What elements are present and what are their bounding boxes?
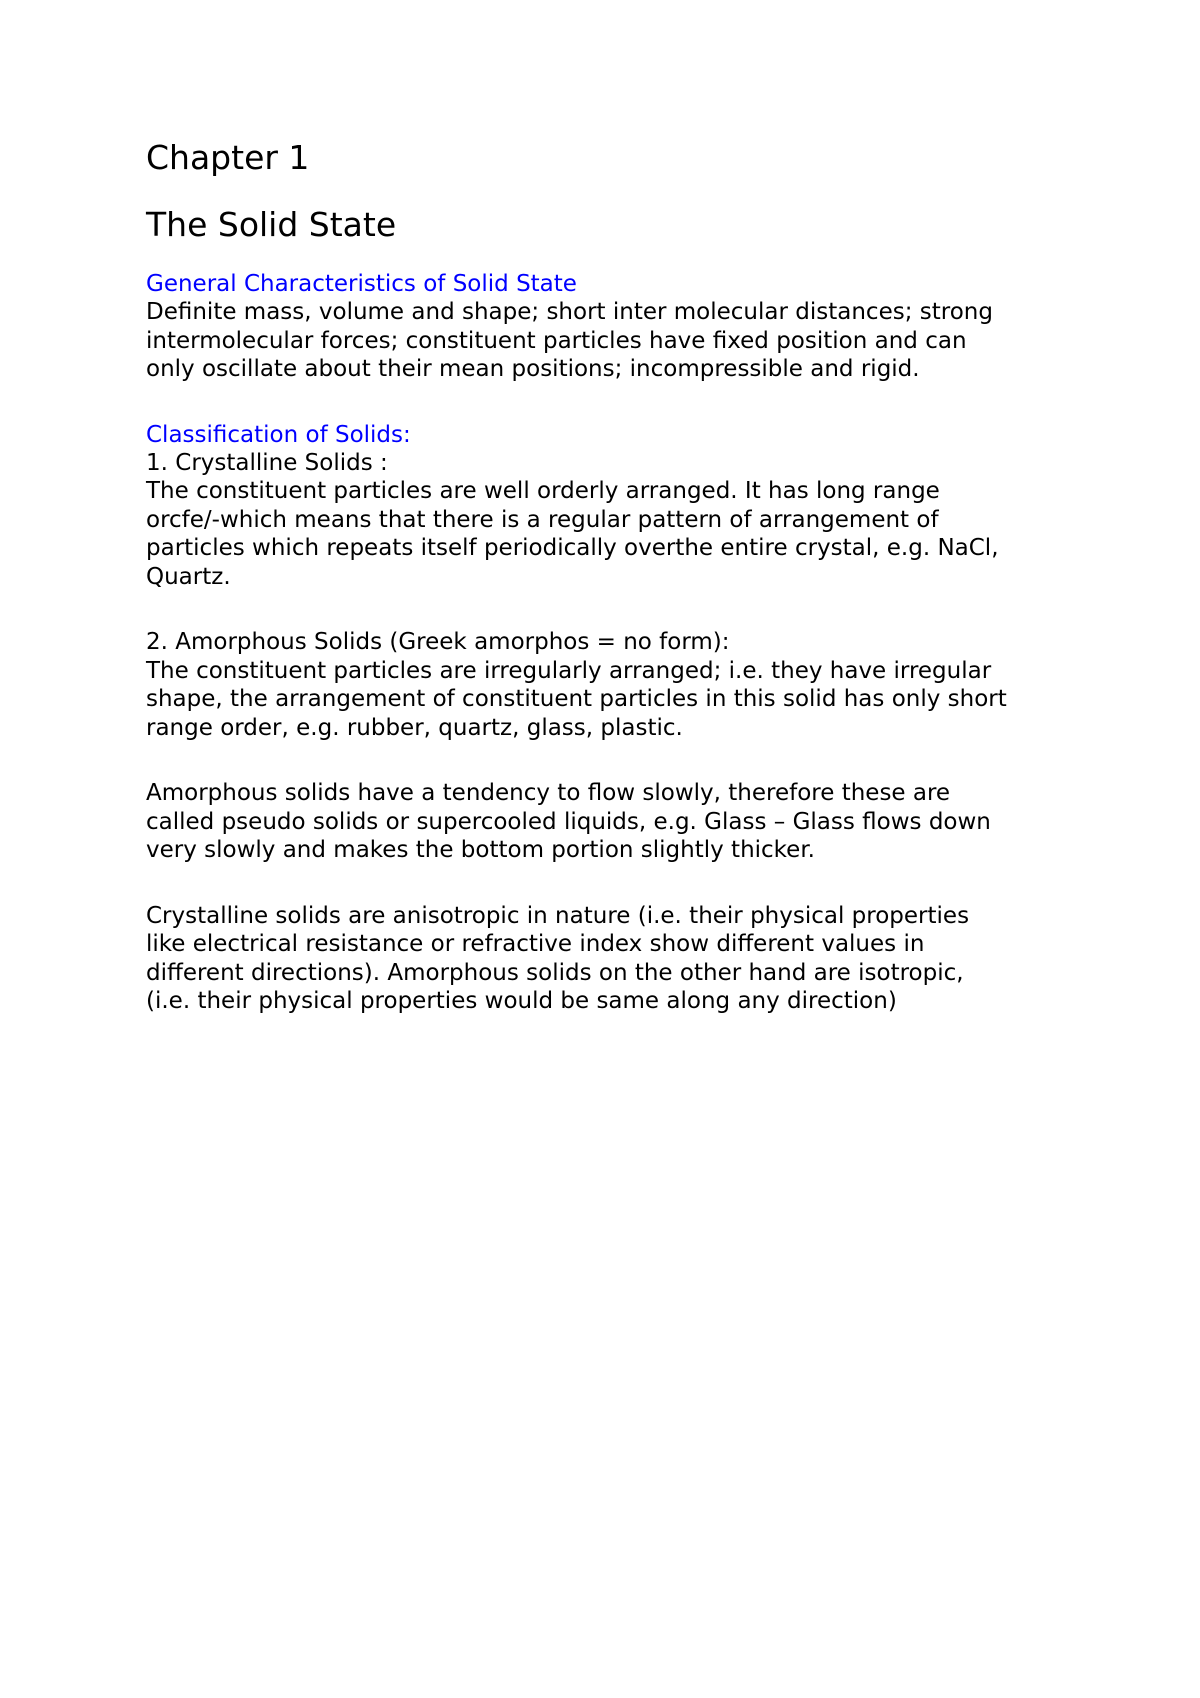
chapter-title: The Solid State (146, 205, 397, 244)
anisotropy-paragraph-section (146, 902, 1106, 1016)
flow-paragraph (146, 779, 1106, 865)
text-line: Amorphous solids have a tendency to flow slowly, therefore these are (146, 780, 951, 806)
general-characteristics-text (146, 298, 1106, 384)
general-characteristics-heading: General Characteristics of Solid State (146, 271, 577, 297)
text-line: Crystalline solids are anisotropic in nature (i.e. their physical properties (146, 902, 970, 929)
text-line: range order, e.g. rubber, quartz, glass, plastic. (146, 714, 683, 741)
general-characteristics-section (146, 270, 1106, 384)
text-line: intermolecular forces; constituent particles have fixed position and can (146, 327, 967, 354)
flow-paragraph-section (146, 779, 1106, 865)
text-line: The constituent particles are irregularly arranged; i.e. they have irregular (146, 657, 992, 684)
text-line: particles which repeats itself periodically overthe entire crystal, e.g. NaCl, (146, 535, 999, 561)
chapter-label: Chapter 1 (146, 138, 310, 177)
classification-heading: Classification of Solids: (146, 421, 411, 448)
amorphous-solids-section (146, 628, 1106, 742)
text-line: only oscillate about their mean positions; incompressible and rigid. (146, 356, 920, 382)
anisotropy-paragraph (146, 902, 1106, 1016)
crystalline-solids-text (146, 449, 1106, 592)
text-line: called pseudo solids or supercooled liquids, e.g. Glass – Glass flows down (146, 808, 991, 835)
document-page (146, 138, 1106, 1016)
text-line: The constituent particles are well orderly arranged. It has long range (146, 478, 940, 504)
text-line: like electrical resistance or refractive index show different values in (146, 931, 925, 957)
amorphous-solids-label: 2. Amorphous Solids (Greek amorphos = no form): (146, 629, 730, 655)
text-line: very slowly and makes the bottom portion slightly thicker. (146, 837, 815, 863)
text-line: Definite mass, volume and shape; short inter molecular distances; strong (146, 299, 993, 325)
text-line: different directions). Amorphous solids on the other hand are isotropic, (146, 959, 964, 986)
text-line: (i.e. their physical properties would be same along any direction) (146, 988, 897, 1014)
text-line: shape, the arrangement of constituent particles in this solid has only short (146, 686, 1007, 712)
crystalline-solids-label: 1. Crystalline Solids : (146, 449, 388, 476)
amorphous-solids-text (146, 628, 1106, 742)
text-line: orcfe/-which means that there is a regular pattern of arrangement of (146, 506, 939, 533)
text-line: Quartz. (146, 563, 231, 590)
classification-section (146, 421, 1106, 592)
